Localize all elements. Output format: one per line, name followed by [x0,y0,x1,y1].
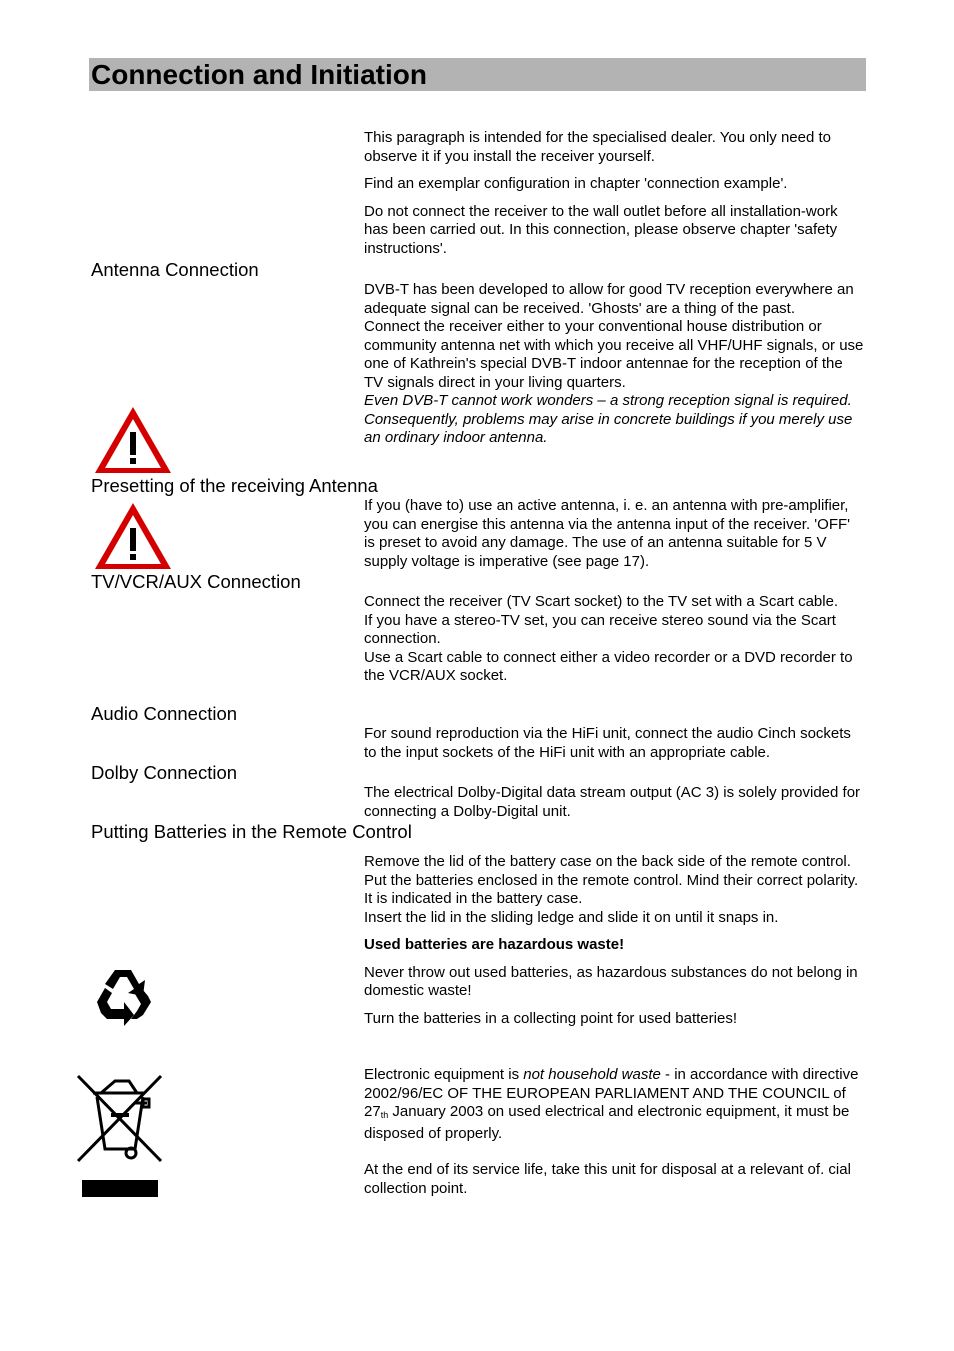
antenna-section [364,281,864,448]
title-bar [89,58,866,91]
antenna-note: Even DVB-T cannot work wonders – a strong reception signal is required. Consequently, problems may arise in concrete buildings if you merely use an ordinary indoor antenna. [364,392,853,446]
disposal-text-a: Electronic equipment is [364,1066,524,1083]
batteries-paragraph-5: Turn the batteries in a collecting point for used batteries! [364,1009,737,1027]
disposal-text-d: January 2003 on used electrical and electronic equipment, it must be disposed of properly. [364,1103,850,1142]
batteries-heading: Putting Batteries in the Remote Control [91,821,412,842]
intro-section [364,129,864,258]
dolby-section [364,784,864,821]
recycle-icon [93,966,155,1028]
intro-paragraph-2: Find an exemplar configuration in chapter 'connection example'. [364,175,788,192]
disposal-paragraph-1 [364,1066,864,1143]
audio-section [364,725,864,762]
dolby-heading: Dolby Connection [91,762,238,783]
tv-heading: TV/VCR/AUX Connection [91,571,301,592]
tv-section [364,593,864,686]
crossed-out-bin-icon [75,1073,167,1199]
disposal-paragraph-2: At the end of its service life, take this unit for disposal at a relevant of. cial collection point. [364,1161,851,1197]
disposal-text-emphasis: not household waste [523,1066,661,1083]
dolby-paragraph-1: The electrical Dolby-Digital data stream output (AC 3) is solely provided for connecting a Dolby-Digital unit. [364,784,861,820]
intro-paragraph-3: Do not connect the receiver to the wall outlet before all installation-work has been carried out. In this connection, please observe chapter 'safety instructions'. [364,202,838,257]
batteries-section [364,853,864,1028]
presetting-heading: Presetting of the receiving Antenna [91,475,378,496]
warning-triangle-icon [93,501,173,571]
warning-triangle-icon [93,405,173,475]
audio-paragraph-1: For sound reproduction via the HiFi unit, connect the audio Cinch sockets to the input sockets of the HiFi unit with an appropriate cable. [364,725,851,761]
tv-paragraph-1: Connect the receiver (TV Scart socket) to the TV set with a Scart cable. [364,593,839,610]
intro-paragraph-1: This paragraph is intended for the specialised dealer. You only need to observe it if you install the receiver yourself. [364,129,831,165]
antenna-paragraph-2: Connect the receiver either to your conventional house distribution or community antenna net with which you receive all VHF/UHF signals, or use one of Kathrein's special DVB-T indoor antennae for the reception of the TV signals direct in your living quarters. [364,318,864,391]
disposal-text-c: - in accordance with directive 2002/96/EC OF THE EUROPEAN PARLIAMENT AND THE COUNCIL of 27 [364,1066,859,1120]
batteries-paragraph-1: Remove the lid of the battery case on the back side of the remote control. [364,853,851,870]
antenna-paragraph-1: DVB-T has been developed to allow for good TV reception everywhere an adequate signal can be received. 'Ghosts' are a thing of the past. [364,281,854,317]
audio-heading: Audio Connection [91,703,238,724]
batteries-paragraph-3: Insert the lid in the sliding ledge and slide it on until it snaps in. [364,908,779,926]
presetting-section [364,497,864,571]
batteries-paragraph-2: Put the batteries enclosed in the remote control. Mind their correct polarity. It is indicated in the battery case. [364,871,859,907]
batteries-warning: Used batteries are hazardous waste! [364,936,625,953]
disposal-section [364,1066,864,1198]
disposal-text-superscript: th [380,1110,389,1120]
batteries-paragraph-4: Never throw out used batteries, as hazardous substances do not belong in domestic waste! [364,963,858,999]
tv-paragraph-2: If you have a stereo-TV set, you can receive stereo sound via the Scart connection. [364,611,836,647]
presetting-paragraph-1: If you (have to) use an active antenna, i. e. an antenna with pre-amplifier, you can energise this antenna via the antenna input of the receiver. 'OFF' is preset to avoid any damage. The use of an antenna suitable for 5 V supply voltage is imperative (see page 17). [364,497,851,570]
page-title: Connection and Initiation [91,59,427,90]
tv-paragraph-3: Use a Scart cable to connect either a video recorder or a DVD recorder to the VCR/AUX socket. [364,648,853,684]
antenna-heading: Antenna Connection [91,259,259,280]
